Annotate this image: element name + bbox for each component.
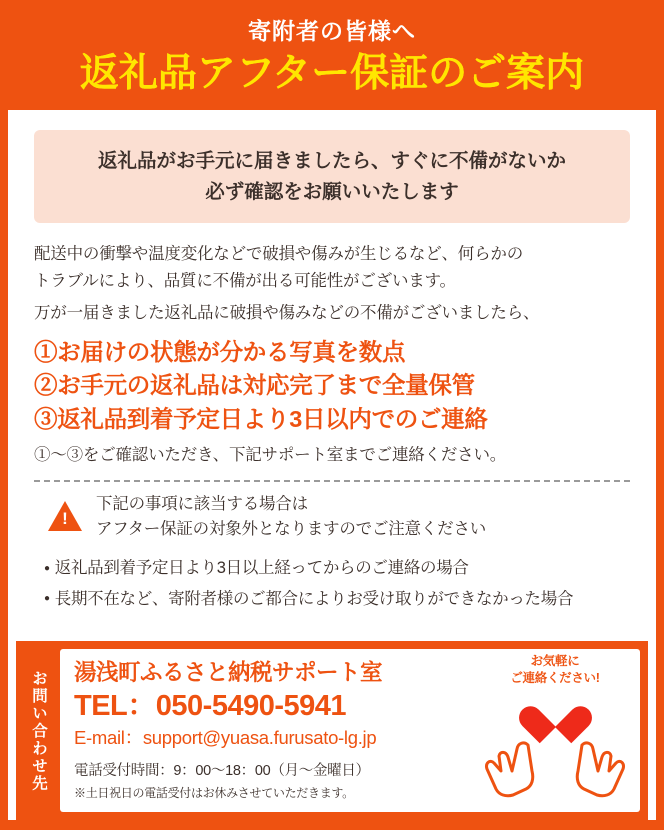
header-subtitle: 寄附者の皆様へ — [248, 18, 416, 44]
body — [8, 110, 656, 820]
hands-holding-heart-icon — [480, 653, 630, 803]
list-item: ● 返礼品到着予定日より3日以上経ってからのご連絡の場合 — [44, 553, 630, 584]
step-item-3: ③返礼品到着予定日より3日以内でのご連絡 — [34, 405, 488, 432]
warning-line-2: アフター保証の対象外となりますのでご注意ください — [96, 519, 487, 538]
step-item-1: ①お届けの状態が分かる写真を数点 — [34, 338, 406, 365]
intro-line-1: 配送中の衝撃や温度変化などで破損や傷みが生じるなど、何らかの — [34, 244, 524, 263]
contact-card — [60, 649, 640, 812]
right-hand-icon — [566, 737, 628, 799]
warning-line-1: 下記の事項に該当する場合は — [96, 494, 308, 513]
closing-text: ①〜③をご確認いただき、下記サポート室までご連絡ください。 — [34, 446, 507, 465]
heart-icon — [533, 691, 577, 731]
intro-line-2: トラブルにより、品質に不備が出る可能性がございます。 — [34, 271, 456, 290]
contact-panel — [16, 641, 648, 820]
contact-hours-note: ※土日祝日の電話受付はお休みさせていただきます。 — [74, 786, 354, 801]
list-item: ● 長期不在など、寄附者様のご都合によりお受け取りができなかった場合 — [44, 584, 630, 615]
header — [0, 0, 664, 110]
illustration-caption-line-2: ご連絡ください! — [510, 671, 600, 686]
intro-paragraph — [34, 241, 630, 294]
intro-line-3: 万が一届きました返礼品に破損や傷みなどの不備がございましたら、 — [34, 304, 540, 323]
notice-line-1: 返礼品がお手元に届きましたら、すぐに不備がないか — [97, 150, 566, 173]
contact-org-name: 湯浅町ふるさと納税サポート室 — [74, 660, 383, 686]
exclusion-list — [34, 553, 630, 614]
warning-block — [34, 492, 630, 542]
intro-paragraph-2 — [34, 300, 630, 327]
left-hand-icon — [482, 737, 544, 799]
warning-text — [96, 492, 486, 542]
hands-icon — [480, 727, 630, 801]
contact-tab-label: お問い合わせ先 — [30, 669, 47, 793]
contact-phone[interactable]: TEL：050-5490-5941 — [74, 690, 346, 723]
warning-triangle-icon: ! — [48, 501, 82, 533]
contact-email[interactable]: E-mail：support@yuasa.furusato-lg.jp — [74, 726, 377, 748]
dashed-divider — [34, 480, 630, 482]
steps-list — [34, 336, 630, 436]
step-item-2: ②お手元の返礼品は対応完了まで全量保管 — [34, 372, 475, 399]
notice-line-2: 必ず確認をお願いいたします — [205, 180, 459, 203]
page-title: 返礼品アフター保証のご案内 — [79, 51, 585, 95]
contact-hours: 電話受付時間：9：00〜18：00（月〜金曜日） — [74, 762, 370, 779]
illustration-caption-line-1: お気軽に — [530, 654, 580, 669]
notice-box — [34, 130, 630, 222]
